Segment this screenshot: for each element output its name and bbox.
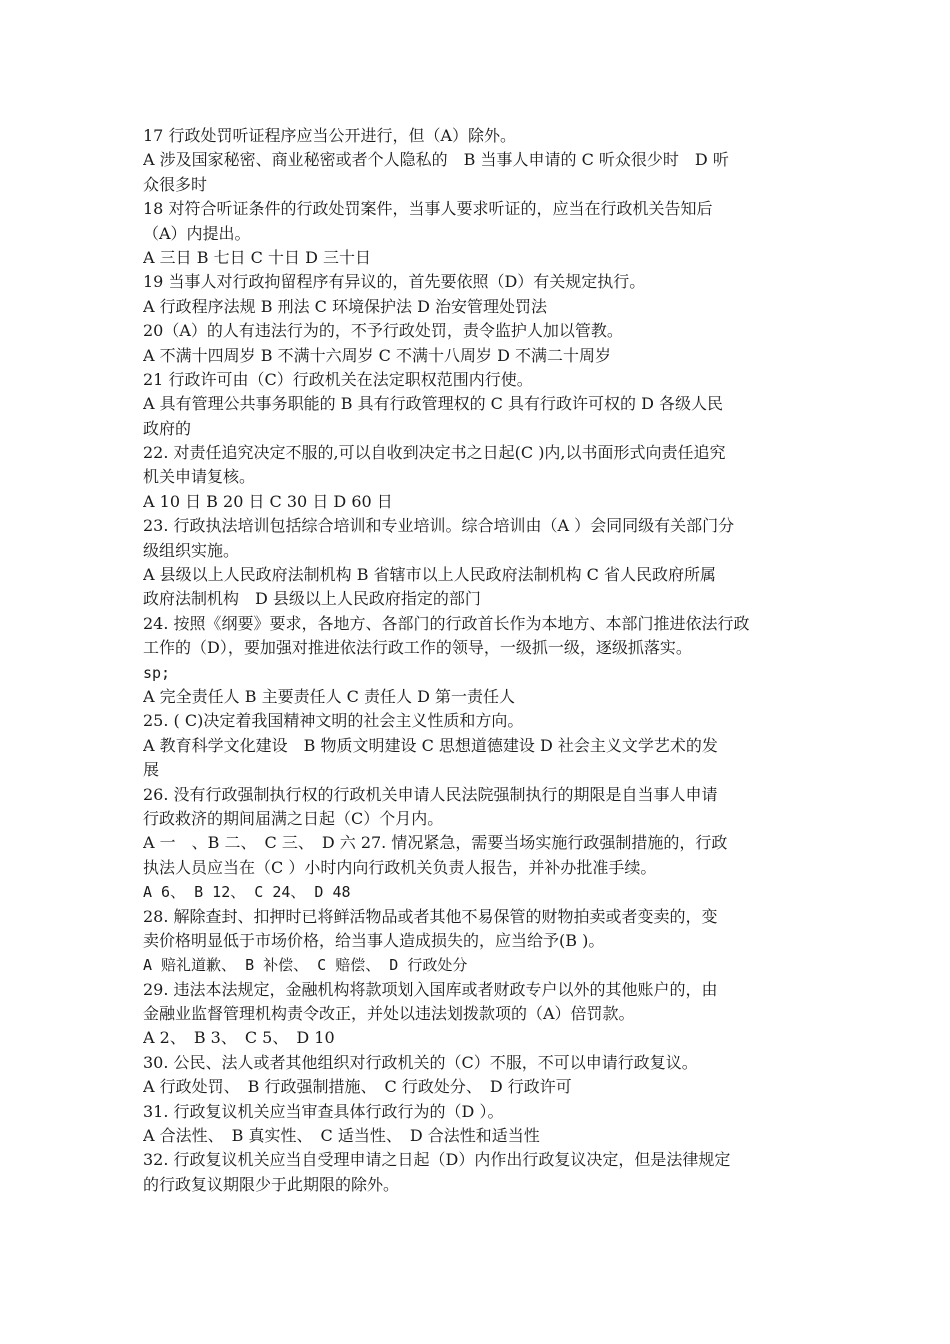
question-21-line: 21 行政许可由（C）行政机关在法定职权范围内行使。: [143, 369, 533, 389]
question-25-line: 25. ( C)决定着我国精神文明的社会主义性质和方向。: [143, 711, 524, 731]
question-23-options: A 县级以上人民政府法制机构 B 省辖市以上人民政府法制机构 C 省人民政府所属: [143, 565, 716, 585]
question-18-options: A 三日 B 七日 C 十日 D 三十日: [143, 247, 371, 267]
question-31-line: 31. 行政复议机关应当审查具体行政行为的（D ）。: [143, 1101, 504, 1121]
document-body: [143, 124, 811, 1197]
stray-markup-text: sp;: [143, 663, 171, 682]
question-21-options: A 具有管理公共事务职能的 B 具有行政管理权的 C 具有行政许可权的 D 各级人民: [143, 394, 723, 414]
question-32-line: 32. 行政复议机关应当自受理申请之日起（D）内作出行政复议决定，但是法律规定: [143, 1150, 731, 1170]
question-27-options: A 6、 B 12、 C 24、 D 48: [143, 883, 351, 902]
question-19-line: 19 当事人对行政拘留程序有异议的，首先要依照（D）有关规定执行。: [143, 272, 646, 292]
question-30-options: A 行政处罚、 B 行政强制措施、 C 行政处分、 D 行政许可: [143, 1077, 572, 1097]
question-23-line: 23. 行政执法培训包括综合培训和专业培训。综合培训由（A ）会同同级有关部门分: [143, 516, 735, 536]
question-23-line-cont: 级组织实施。: [143, 540, 240, 560]
question-29-line: 29. 违法本法规定，金融机构将款项划入国库或者财政专户以外的其他账户的，由: [143, 979, 718, 999]
question-17-line: 17 行政处罚听证程序应当公开进行，但（A）除外。: [143, 126, 517, 145]
question-22-options: A 10 日 B 20 日 C 30 日 D 60 日: [143, 491, 393, 511]
question-30-line: 30. 公民、法人或者其他组织对行政机关的（C）不服，不可以申请行政复议。: [143, 1052, 698, 1072]
question-20-options: A 不满十四周岁 B 不满十六周岁 C 不满十八周岁 D 不满二十周岁: [143, 345, 611, 365]
question-22-line-cont: 机关申请复核。: [143, 467, 256, 487]
question-22-line: 22. 对责任追究决定不服的,可以自收到决定书之日起(C )内,以书面形式向责任追究: [143, 443, 726, 463]
question-31-options: A 合法性、 B 真实性、 C 适当性、 D 合法性和适当性: [143, 1126, 540, 1146]
question-17-options-cont: 众很多时: [143, 174, 208, 194]
question-25-options: A 教育科学文化建设 B 物质文明建设 C 思想道德建设 D 社会主义文学艺术的发: [143, 735, 718, 755]
question-26-line-cont: 行政救济的期间届满之日起（C）个月内。: [143, 808, 444, 828]
question-27-line-cont: 执法人员应当在（C ）小时内向行政机关负责人报告，并补办批准手续。: [143, 857, 657, 877]
question-28-options: A 赔礼道歉、 B 补偿、 C 赔偿、 D 行政处分: [143, 956, 468, 975]
question-18-line-cont: （A）内提出。: [143, 223, 251, 243]
question-24-line-cont: 工作的（D），要加强对推进依法行政工作的领导，一级抓一级，逐级抓落实。: [143, 638, 692, 658]
question-25-options-cont: 展: [143, 760, 160, 780]
question-29-options: A 2、 B 3、 C 5、 D 10: [143, 1028, 335, 1048]
question-23-options-cont: 政府法制机构 D 县级以上人民政府指定的部门: [143, 589, 481, 609]
question-19-options: A 行政程序法规 B 刑法 C 环境保护法 D 治安管理处罚法: [143, 296, 547, 316]
question-18-line: 18 对符合听证条件的行政处罚案件，当事人要求听证的，应当在行政机关告知后: [143, 199, 713, 219]
question-28-line-cont: 卖价格明显低于市场价格，给当事人造成损失的，应当给予(B )。: [143, 930, 605, 950]
question-17-options: A 涉及国家秘密、商业秘密或者个人隐私的 B 当事人申请的 C 听众很少时 D 听: [143, 150, 729, 170]
question-26-line: 26. 没有行政强制执行权的行政机关申请人民法院强制执行的期限是自当事人申请: [143, 784, 718, 804]
question-20-line: 20（A）的人有违法行为的，不予行政处罚，责令监护人加以管教。: [143, 321, 623, 341]
question-24-options: A 完全责任人 B 主要责任人 C 责任人 D 第一责任人: [143, 686, 515, 706]
question-29-line-cont: 金融业监督管理机构责令改正，并处以违法划拨款项的（A）倍罚款。: [143, 1004, 635, 1024]
question-21-options-cont: 政府的: [143, 418, 192, 438]
question-28-line: 28. 解除查封、扣押时已将鲜活物品或者其他不易保管的财物拍卖或者变卖的，变: [143, 906, 718, 926]
question-24-line: 24. 按照《纲要》要求，各地方、各部门的行政首长作为本地方、本部门推进依法行政: [143, 613, 750, 633]
question-32-line-cont: 的行政复议期限少于此期限的除外。: [143, 1174, 400, 1194]
question-26-options-and-27: A 一 、B 二、 C 三、 D 六 27. 情况紧急，需要当场实施行政强制措施的，行政: [143, 833, 728, 853]
